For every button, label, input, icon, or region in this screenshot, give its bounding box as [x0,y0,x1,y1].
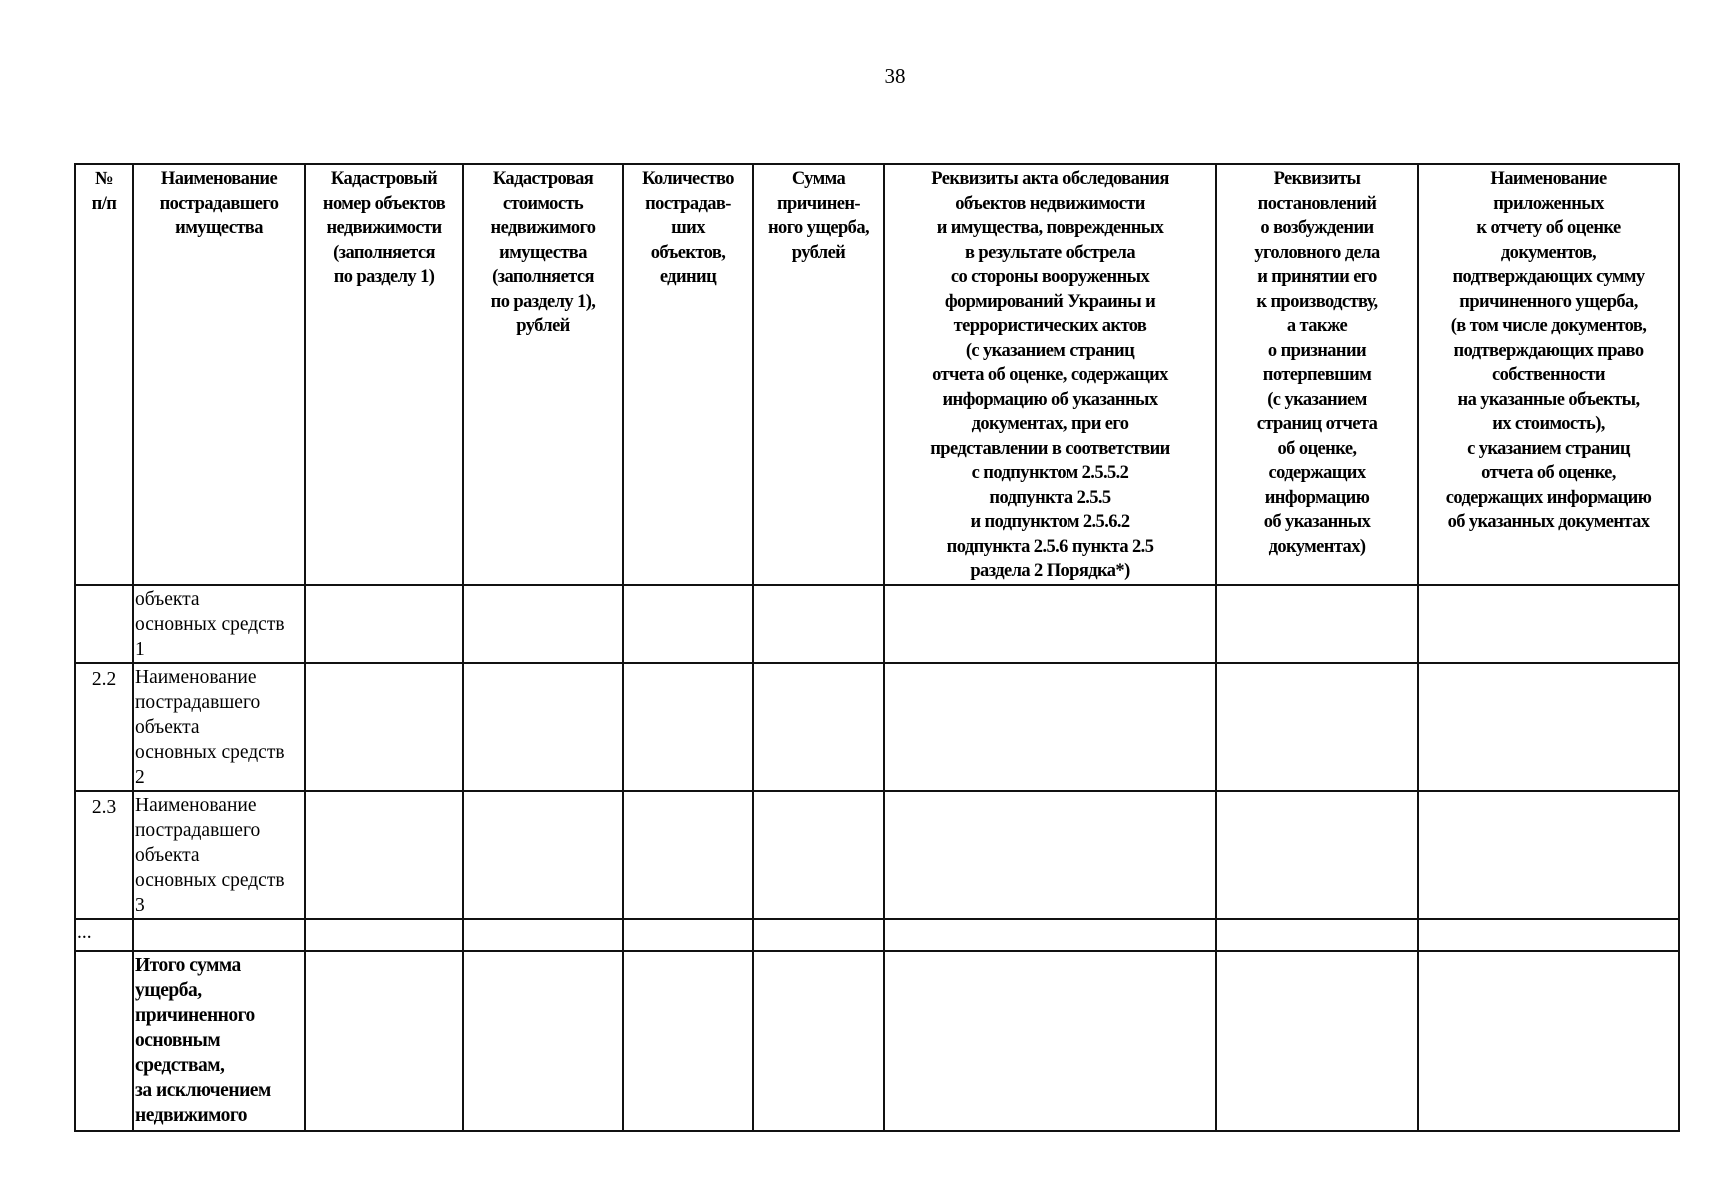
cell-count [623,791,753,919]
row-number: ... [75,919,133,951]
header-criminal-case: Реквизиты постановлений о возбуждении уголовного дела и принятии его к производству, а также о признании потерпевшим (с указанием страниц отчета об оценке, содержащих информацию об указанных документах) [1216,164,1418,585]
cell-cadastral-number [305,919,463,951]
header-cadastral-value: Кадастровая стоимость недвижимого имущества (заполняется по разделу 1), рублей [463,164,623,585]
header-attached-docs: Наименование приложенных к отчету об оценке документов, подтверждающих сумму причиненного ущерба, (в том числе документов, подтверждающих право собственности на указанные объекты, их стоимость), с указанием страниц отчета об оценке, содержащих информацию об указанных документах [1418,164,1679,585]
cell-count [623,585,753,663]
row-number [75,585,133,663]
row-name: объекта основных средств 1 [133,585,305,663]
cell-cadastral-number [305,951,463,1131]
cell-inspection-act [884,951,1216,1131]
cell-criminal-case [1216,663,1418,791]
cell-cadastral-value [463,585,623,663]
row-name: Наименование пострадавшего объекта основных средств 3 [133,791,305,919]
cell-inspection-act [884,791,1216,919]
cell-cadastral-number [305,585,463,663]
cell-damage-sum [753,951,884,1131]
cell-inspection-act [884,663,1216,791]
cell-count [623,951,753,1131]
table-row [75,663,1679,791]
total-label: Итого сумма ущерба, причиненного основным средствам, за исключением недвижимого [133,951,305,1131]
header-num: № п/п [75,164,133,585]
cell-criminal-case [1216,791,1418,919]
row-number: 2.2 [75,663,133,791]
row-name [133,919,305,951]
cell-cadastral-number [305,663,463,791]
cell-cadastral-value [463,663,623,791]
table-row [75,585,1679,663]
cell-attached-docs [1418,663,1679,791]
cell-attached-docs [1418,585,1679,663]
header-cadastral-number: Кадастровый номер объектов недвижимости (заполняется по разделу 1) [305,164,463,585]
cell-inspection-act [884,585,1216,663]
row-number [75,951,133,1131]
total-row [75,951,1679,1131]
cell-attached-docs [1418,951,1679,1131]
header-name: Наименование пострадавшего имущества [133,164,305,585]
cell-count [623,663,753,791]
cell-cadastral-value [463,951,623,1131]
cell-damage-sum [753,919,884,951]
cell-cadastral-value [463,791,623,919]
cell-damage-sum [753,663,884,791]
cell-attached-docs [1418,791,1679,919]
row-number: 2.3 [75,791,133,919]
cell-damage-sum [753,791,884,919]
table-row [75,919,1679,951]
header-damage-sum: Сумма причинен- ного ущерба, рублей [753,164,884,585]
cell-criminal-case [1216,919,1418,951]
cell-criminal-case [1216,585,1418,663]
cell-cadastral-number [305,791,463,919]
cell-inspection-act [884,919,1216,951]
header-inspection-act: Реквизиты акта обследования объектов недвижимости и имущества, поврежденных в результате обстрела со стороны вооруженных формирований Украины и террористических актов (с указанием страниц отчета об оценке, содержащих информацию об указанных документах, при его представлении в соответствии с подпунктом 2.5.5.2 подпункта 2.5.5 и подпунктом 2.5.6.2 подпункта 2.5.6 пункта 2.5 раздела 2 Порядка*) [884,164,1216,585]
cell-criminal-case [1216,951,1418,1131]
page-number: 38 [884,64,906,88]
cell-attached-docs [1418,919,1679,951]
cell-cadastral-value [463,919,623,951]
table-row [75,791,1679,919]
damage-table [74,163,1680,1132]
row-name: Наименование пострадавшего объекта основных средств 2 [133,663,305,791]
cell-damage-sum [753,585,884,663]
header-count: Количество пострадав- ших объектов, единиц [623,164,753,585]
table-header-row [75,164,1679,585]
cell-count [623,919,753,951]
